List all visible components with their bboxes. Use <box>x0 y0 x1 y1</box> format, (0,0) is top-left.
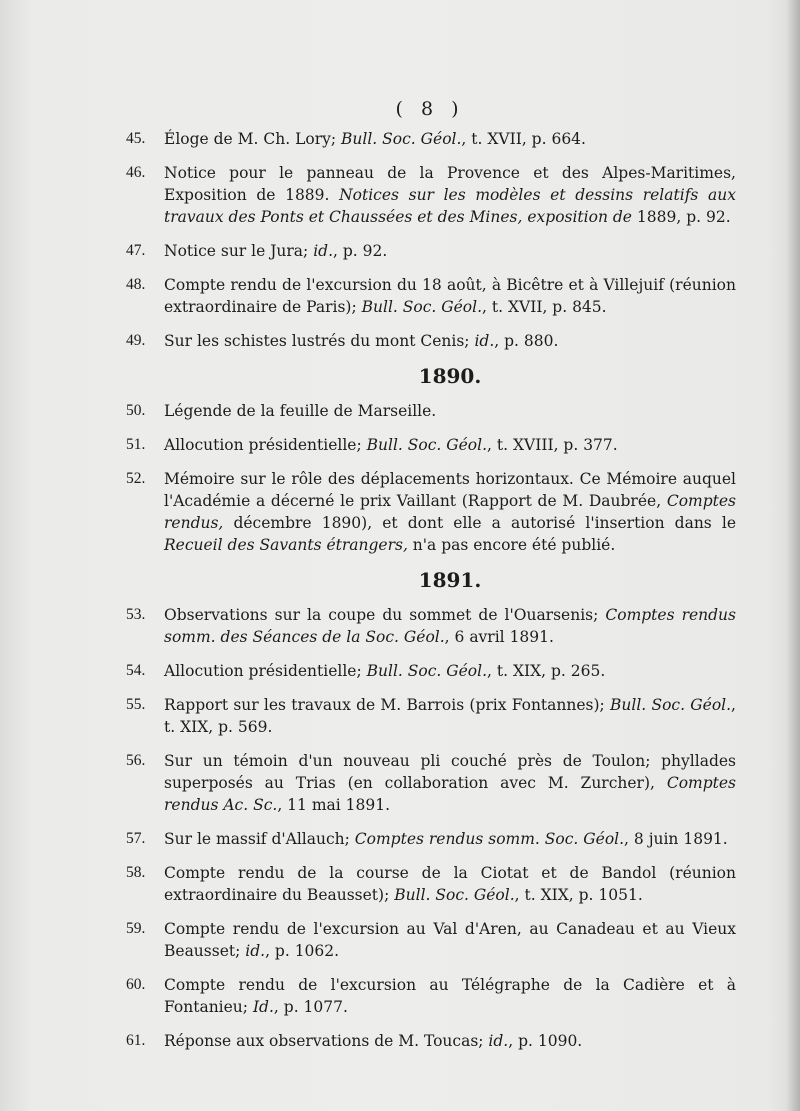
bibliography-list <box>126 128 736 1064</box>
bibliography-entry <box>126 330 736 352</box>
bibliography-entry <box>126 828 736 850</box>
entry-text: Sur les schistes lustrés du mont Cenis; <box>164 332 475 350</box>
entry-text: Compte rendu de l'excursion au Val d'Aren, au Canadeau et au Vieux Beausset; <box>164 920 736 960</box>
bibliography-entry <box>126 974 736 1018</box>
entry-number: 46. <box>126 164 146 181</box>
entry-number: 49. <box>126 332 146 349</box>
entry-number: 47. <box>126 242 146 259</box>
entry-citation-italic: Bull. Soc. Géol. <box>366 662 488 680</box>
entry-text: , t. XVII, p. 664. <box>461 130 586 148</box>
bibliography-entry <box>126 862 736 906</box>
entry-number: 50. <box>126 402 146 419</box>
entry-citation-italic: id. <box>474 332 495 350</box>
entry-citation-italic: Id. <box>252 998 274 1016</box>
entry-text: , t. XVIII, p. 377. <box>487 436 618 454</box>
entry-number: 45. <box>126 130 146 147</box>
bibliography-entry <box>126 434 736 456</box>
entry-text: 1889, p. 92. <box>631 208 731 226</box>
entry-text: , 8 juin 1891. <box>624 830 728 848</box>
bibliography-entry <box>126 128 736 150</box>
entry-citation-italic: Bull. Soc. Géol. <box>366 436 488 454</box>
entry-number: 51. <box>126 436 146 453</box>
entry-text: Allocution présidentielle; <box>164 662 367 680</box>
entry-number: 61. <box>126 1032 146 1049</box>
entry-number: 56. <box>126 752 146 769</box>
entry-text: Mémoire sur le rôle des déplacements horizontaux. Ce Mémoire auquel l'Académie a décerné le prix Vaillant (Rapport de M. Daubrée, <box>164 470 736 510</box>
entry-citation-italic: Recueil des Savants étrangers, <box>164 536 408 554</box>
bibliography-entry <box>126 660 736 682</box>
entry-text: Légende de la feuille de Marseille. <box>164 402 437 420</box>
entry-text: , t. XVII, p. 845. <box>482 298 607 316</box>
entry-number: 53. <box>126 606 146 623</box>
bibliography-entry <box>126 240 736 262</box>
entry-number: 54. <box>126 662 146 679</box>
entry-text: n'a pas encore été publié. <box>407 536 616 554</box>
entry-text: Observations sur la coupe du sommet de l'Ouarsenis; <box>164 606 606 624</box>
entry-text: , 11 mai 1891. <box>277 796 391 814</box>
year-heading: 1890. <box>418 364 482 388</box>
entry-citation-italic: Bull. Soc. Géol. <box>394 886 515 904</box>
bibliography-entry <box>126 694 736 738</box>
entry-citation-italic: id. <box>488 1032 509 1050</box>
entry-text: Réponse aux observations de M. Toucas; <box>164 1032 489 1050</box>
entry-citation-italic: Comptes rendus somm. Soc. Géol. <box>354 830 625 848</box>
entry-citation-italic: Comptes rendus, <box>164 492 736 532</box>
entry-text: , t. XIX, p. 265. <box>487 662 606 680</box>
entry-number: 48. <box>126 276 146 293</box>
page-number: ( 8 ) <box>395 98 465 120</box>
entry-text: Allocution présidentielle; <box>164 436 367 454</box>
bibliography-entry <box>126 918 736 962</box>
entry-text: , t. XIX, p. 569. <box>164 696 736 736</box>
bibliography-entry <box>126 274 736 318</box>
entry-text: Notice sur le Jura; <box>164 242 314 260</box>
entry-citation-italic: Comptes rendus somm. des Séances de la Soc. Géol. <box>164 606 736 646</box>
entry-number: 58. <box>126 864 146 881</box>
entry-number: 55. <box>126 696 146 713</box>
bibliography-entry <box>126 604 736 648</box>
entry-citation-italic: id. <box>313 242 333 260</box>
entry-number: 52. <box>126 470 146 487</box>
entry-text: Éloge de M. Ch. Lory; <box>164 130 342 148</box>
entry-number: 57. <box>126 830 146 847</box>
bibliography-entry <box>126 400 736 422</box>
entry-text: Sur le massif d'Allauch; <box>164 830 355 848</box>
entry-text: Rapport sur les travaux de M. Barrois (prix Fontannes); <box>164 696 611 714</box>
entry-citation-italic: Notices sur les modèles et dessins relatifs aux travaux des Ponts et Chaussées et des Mines, exposition de <box>164 186 736 226</box>
entry-text: , p. 880. <box>494 332 559 350</box>
entry-number: 60. <box>126 976 146 993</box>
entry-text: , t. XIX, p. 1051. <box>514 886 643 904</box>
entry-text: , p. 1077. <box>273 998 348 1016</box>
entry-text: , p. 92. <box>333 242 388 260</box>
bibliography-entry <box>126 162 736 228</box>
entry-text: Sur un témoin d'un nouveau pli couché près de Toulon; phyllades superposés au Trias (en collaboration avec M. Zurcher), <box>164 752 736 792</box>
entry-text: , 6 avril 1891. <box>444 628 554 646</box>
bibliography-entry <box>126 468 736 556</box>
entry-citation-italic: Bull. Soc. Géol. <box>361 298 483 316</box>
entry-text: Compte rendu de l'excursion du 18 août, à Bicêtre et à Villejuif (réunion extraordinaire de Paris); <box>164 276 736 316</box>
entry-text: Compte rendu de l'excursion au Télégraphe de la Cadière et à Fontanieu; <box>164 976 736 1016</box>
entry-text: , p. 1090. <box>508 1032 583 1050</box>
entry-citation-italic: Bull. Soc. Géol. <box>341 130 462 148</box>
page-edge-shadow <box>786 0 800 1111</box>
entry-text: décembre 1890), et dont elle a autorisé l'insertion dans le <box>223 514 736 532</box>
entry-text: Compte rendu de la course de la Ciotat et de Bandol (réunion extraordinaire du Beausset); <box>164 864 736 904</box>
entry-citation-italic: Comptes rendus Ac. Sc. <box>164 774 736 814</box>
entry-citation-italic: id. <box>245 942 266 960</box>
entry-text: , p. 1062. <box>265 942 340 960</box>
entry-text: Notice pour le panneau de la Provence et des Alpes-Maritimes, Exposition de 1889. <box>164 164 736 204</box>
entry-citation-italic: Bull. Soc. Géol. <box>610 696 732 714</box>
entry-number: 59. <box>126 920 146 937</box>
year-heading: 1891. <box>418 568 482 592</box>
bibliography-entry <box>126 750 736 816</box>
bibliography-entry <box>126 1030 736 1052</box>
